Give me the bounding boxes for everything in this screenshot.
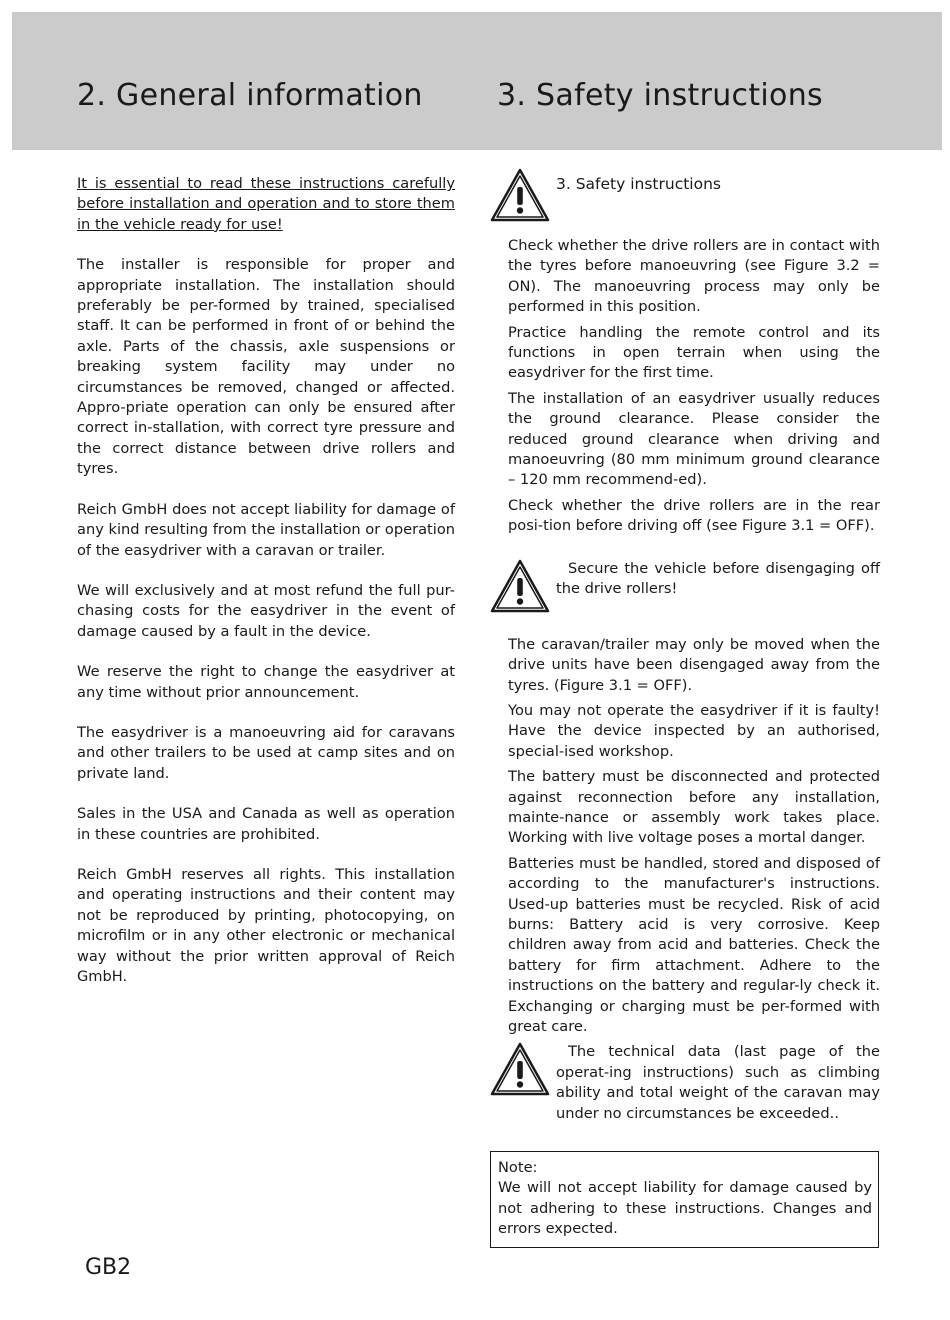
- note-box: [490, 1151, 879, 1248]
- page-title-safety-instructions: 3. Safety instructions: [497, 78, 823, 113]
- safety-paragraph: Check whether the drive rollers are in contact with the tyres before manoeuvring (see Figure 3.2 = ON). The manoeuvring process may only be performed in this position.: [508, 237, 880, 316]
- safety-heading-row: [490, 168, 880, 222]
- safety-paragraph: Check whether the drive rollers are in the rear posi-tion before driving off (see Figure 3.1 = OFF).: [508, 496, 880, 535]
- safety-paragraph: The battery must be disconnected and protected against reconnection before any installation, mainte-nance or assembly work takes place. Working with live voltage poses a mortal danger.: [508, 768, 880, 847]
- page-title-general-information: 2. General information: [77, 78, 423, 113]
- warning-text-disengage: [550, 559, 880, 600]
- safety-paragraph: Practice handling the remote control and its functions in open terrain when using the easydriver for the first time.: [508, 323, 880, 382]
- page-number: GB2: [85, 1255, 132, 1280]
- safety-paragraph: Batteries must be handled, stored and disposed of according to the manufacturer's instructions. Used-up batteries must be recycled. Risk of acid burns: Battery acid is very corrosive. Keep children away from acid and batteries. Check the battery for firm attachment. Adhere to the instructions on the battery and regular-ly check it. Exchanging or charging must be per-formed with great care.: [508, 854, 880, 1035]
- warning-row-disengage: [490, 559, 880, 613]
- general-paragraph: We reserve the right to change the easydriver at any time without prior announcement.: [77, 663, 455, 701]
- safety-paragraph: You may not operate the easydriver if it is faulty! Have the device inspected by an authorised, special-ised workshop.: [508, 701, 880, 760]
- intro-notice: It is essential to read these instructions carefully before installation and operation and to store them in the vehicle ready for use!: [77, 175, 455, 233]
- warning-triangle-icon: [490, 168, 550, 222]
- warning-text: Secure the vehicle before disengaging off the drive rollers!: [556, 559, 880, 598]
- note-text: We will not accept liability for damage caused by not adhering to these instructions. Changes and errors expected.: [498, 1179, 872, 1238]
- general-paragraph: The installer is responsible for proper and appropriate installation. The installation should preferably be per-formed by trained, specialised staff. It can be performed in front of or behind the axle. Parts of the chassis, axle suspensions or breaking system facility may under no circumstances be removed, changed or affected. Appro-priate operation can only be ensured after correct in-stallation, with correct tyre pressure and the correct distance between drive rollers and tyres.: [77, 256, 455, 478]
- general-paragraph: Reich GmbH does not accept liability for damage of any kind resulting from the installation or operation of the easydriver with a caravan or trailer.: [77, 500, 455, 559]
- safety-paragraphs-b: [490, 635, 880, 1038]
- general-information-column: [77, 174, 455, 1007]
- safety-paragraphs-a: [490, 236, 880, 537]
- general-paragraph: Sales in the USA and Canada as well as operation in these countries are prohibited.: [77, 805, 455, 843]
- warning-text-technical-data: [550, 1042, 880, 1124]
- safety-heading: 3. Safety instructions: [556, 175, 721, 193]
- general-paragraph: The easydriver is a manoeuvring aid for caravans and other trailers to be used at camp sites and on private land.: [77, 723, 455, 782]
- warning-triangle-icon: [490, 1042, 550, 1096]
- warning-text: The technical data (last page of the operat-ing instructions) such as climbing ability and total weight of the caravan may under no circumstances be exceeded..: [556, 1043, 880, 1122]
- warning-row-technical-data: [490, 1042, 880, 1124]
- general-paragraph: Reich GmbH reserves all rights. This installation and operating instructions and their content may not be reproduced by printing, photocopying, on microfilm or in any other electronic or mechanical way without the prior written approval of Reich GmbH.: [77, 865, 455, 985]
- note-label: Note:: [498, 1159, 538, 1176]
- safety-paragraph: The caravan/trailer may only be moved when the drive units have been disengaged away from the tyres. (Figure 3.1 = OFF).: [508, 635, 880, 694]
- warning-triangle-icon: [490, 559, 550, 613]
- general-paragraph: We will exclusively and at most refund the full pur-chasing costs for the easydriver in the event of damage caused by a fault in the device.: [77, 581, 455, 640]
- safety-instructions-column: [490, 168, 880, 1124]
- safety-paragraph: The installation of an easydriver usually reduces the ground clearance. Please consider the reduced ground clearance when driving and manoeuvring (80 mm minimum ground clearance – 120 mm recommend-ed).: [508, 389, 880, 489]
